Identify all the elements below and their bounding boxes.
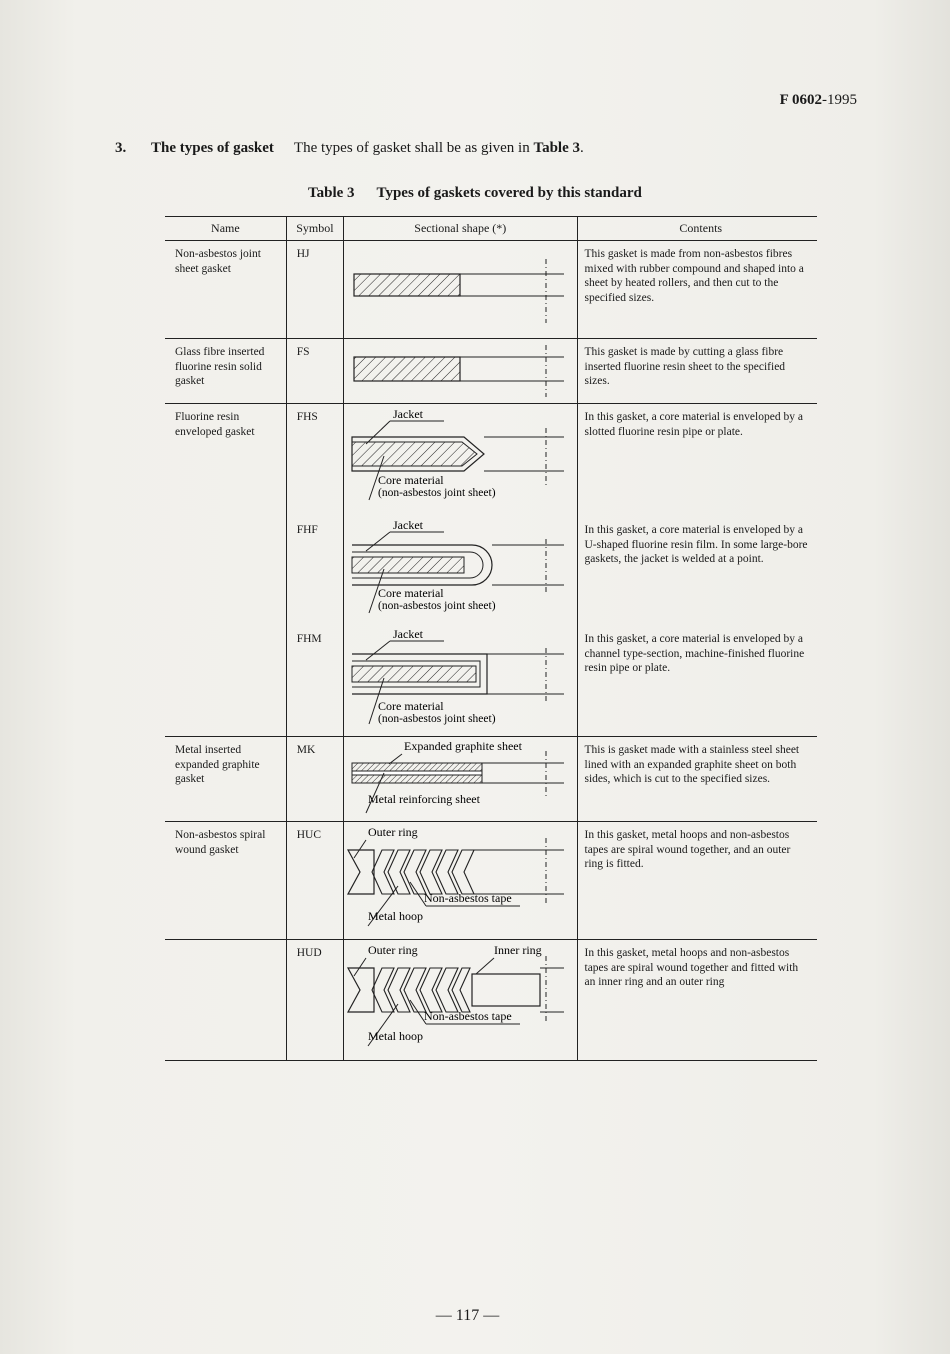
gasket-symbol: FHM (286, 626, 343, 737)
metal-hoop-label: Metal hoop (368, 909, 424, 923)
gasket-name (165, 626, 286, 737)
header-sectional-shape: Sectional shape (*) (344, 217, 577, 241)
fhf-section-diagram (344, 517, 575, 626)
gasket-contents: This gasket is made by cutting a glass fibre inserted fluorine resin sheet to the specified sizes. (577, 339, 817, 404)
gasket-contents: In this gasket, metal hoops and non-asbestos tapes are spiral wound together and fitted with an inner ring and an outer ring (577, 940, 817, 1061)
gasket-name (165, 940, 286, 1061)
standard-number: F 0602-1995 (779, 92, 857, 108)
non-asbestos-tape-label: Non-asbestos tape (424, 891, 512, 905)
huc-section-diagram (344, 822, 575, 939)
core-material-sub-label: (non-asbestos joint sheet) (378, 600, 496, 612)
gasket-symbol: HJ (286, 241, 343, 339)
sectional-shape-cell (344, 404, 577, 518)
table-row (165, 517, 817, 626)
gasket-contents: This is gasket made with a stainless steel sheet lined with an expanded graphite sheet on both sides, which is cut to the specified sizes. (577, 737, 817, 822)
gasket-symbol: FS (286, 339, 343, 404)
core-material-sub-label: (non-asbestos joint sheet) (378, 713, 496, 725)
header-symbol: Symbol (286, 217, 343, 241)
hud-section-diagram (344, 940, 575, 1060)
fs-section-diagram (344, 339, 575, 403)
gasket-types-table (165, 216, 817, 1061)
gasket-symbol: FHF (286, 517, 343, 626)
gasket-contents: This gasket is made from non-asbestos fibres mixed with rubber compound and shaped into a sheet by heated rollers, and then cut to the specified sizes. (577, 241, 817, 339)
table-row (165, 339, 817, 404)
section-number: 3. (115, 140, 127, 156)
inner-ring-label: Inner ring (494, 943, 542, 957)
outer-ring-label: Outer ring (368, 943, 418, 957)
table-number: Table 3 (308, 185, 355, 201)
core-material-label: Core material (378, 586, 444, 600)
core-material-label: Core material (378, 699, 444, 713)
gasket-symbol: MK (286, 737, 343, 822)
section-text: The types of gasket shall be as given in (293, 140, 534, 156)
sectional-shape-cell (344, 241, 577, 339)
gasket-contents: In this gasket, a core material is enveloped by a slotted fluorine resin pipe or plate. (584, 411, 803, 438)
table-row (165, 822, 817, 940)
metal-reinforcing-label: Metal reinforcing sheet (368, 792, 481, 806)
header-contents: Contents (577, 217, 817, 241)
outer-ring-label: Outer ring (368, 825, 418, 839)
fhm-section-diagram (344, 626, 575, 736)
sectional-shape-cell (344, 339, 577, 404)
gasket-symbol: FHS (286, 404, 343, 518)
table-row (165, 626, 817, 737)
hj-section-diagram (344, 241, 575, 338)
core-material-label: Core material (378, 473, 444, 487)
gasket-name: Fluorine resin enveloped gasket (175, 411, 255, 438)
gasket-name: Non-asbestos spiral wound gasket (165, 822, 286, 940)
section-table-ref: Table 3 (533, 140, 580, 156)
fhs-section-diagram (344, 404, 575, 517)
non-asbestos-tape-label: Non-asbestos tape (424, 1009, 512, 1023)
expanded-graphite-label: Expanded graphite sheet (404, 739, 523, 753)
sectional-shape-cell (344, 517, 577, 626)
table-row (165, 241, 817, 339)
jacket-label: Jacket (393, 627, 424, 641)
gasket-contents: In this gasket, a core material is enveloped by a U-shaped fluorine resin film. In some large-bore gaskets, the jacket is welded at a point. (584, 524, 808, 565)
section-title: The types of gasket (151, 140, 274, 156)
gasket-name (165, 517, 286, 626)
gasket-name: Glass fibre inserted fluorine resin solid gasket (165, 339, 286, 404)
gasket-name: Metal inserted expanded graphite gasket (165, 737, 286, 822)
gasket-symbol: HUD (286, 940, 343, 1061)
core-material-sub-label: (non-asbestos joint sheet) (378, 487, 496, 499)
sectional-shape-cell (344, 737, 577, 822)
table-row (165, 404, 817, 518)
jacket-label: Jacket (393, 407, 424, 421)
table-title: Types of gaskets covered by this standard (376, 185, 642, 201)
table-header-row (165, 217, 817, 241)
gasket-name: Non-asbestos joint sheet gasket (165, 241, 286, 339)
mk-section-diagram (344, 737, 575, 821)
page-number: — 117 — (435, 1307, 500, 1324)
table-caption (308, 185, 642, 202)
table-row (165, 737, 817, 822)
section-heading: 3. The types of gasket The types of gasket shall be as given in Table 3. (115, 140, 584, 156)
jacket-label: Jacket (393, 518, 424, 532)
sectional-shape-cell (344, 822, 577, 940)
gasket-contents: In this gasket, metal hoops and non-asbestos tapes are spiral wound together, and an outer ring is fitted. (577, 822, 817, 940)
gasket-contents: In this gasket, a core material is enveloped by a channel type-section, machine-finished fluorine resin pipe or plate. (577, 626, 817, 737)
sectional-shape-cell (344, 940, 577, 1061)
gasket-symbol: HUC (286, 822, 343, 940)
sectional-shape-cell (344, 626, 577, 737)
table-row (165, 940, 817, 1061)
metal-hoop-label: Metal hoop (368, 1029, 424, 1043)
header-name: Name (165, 217, 286, 241)
